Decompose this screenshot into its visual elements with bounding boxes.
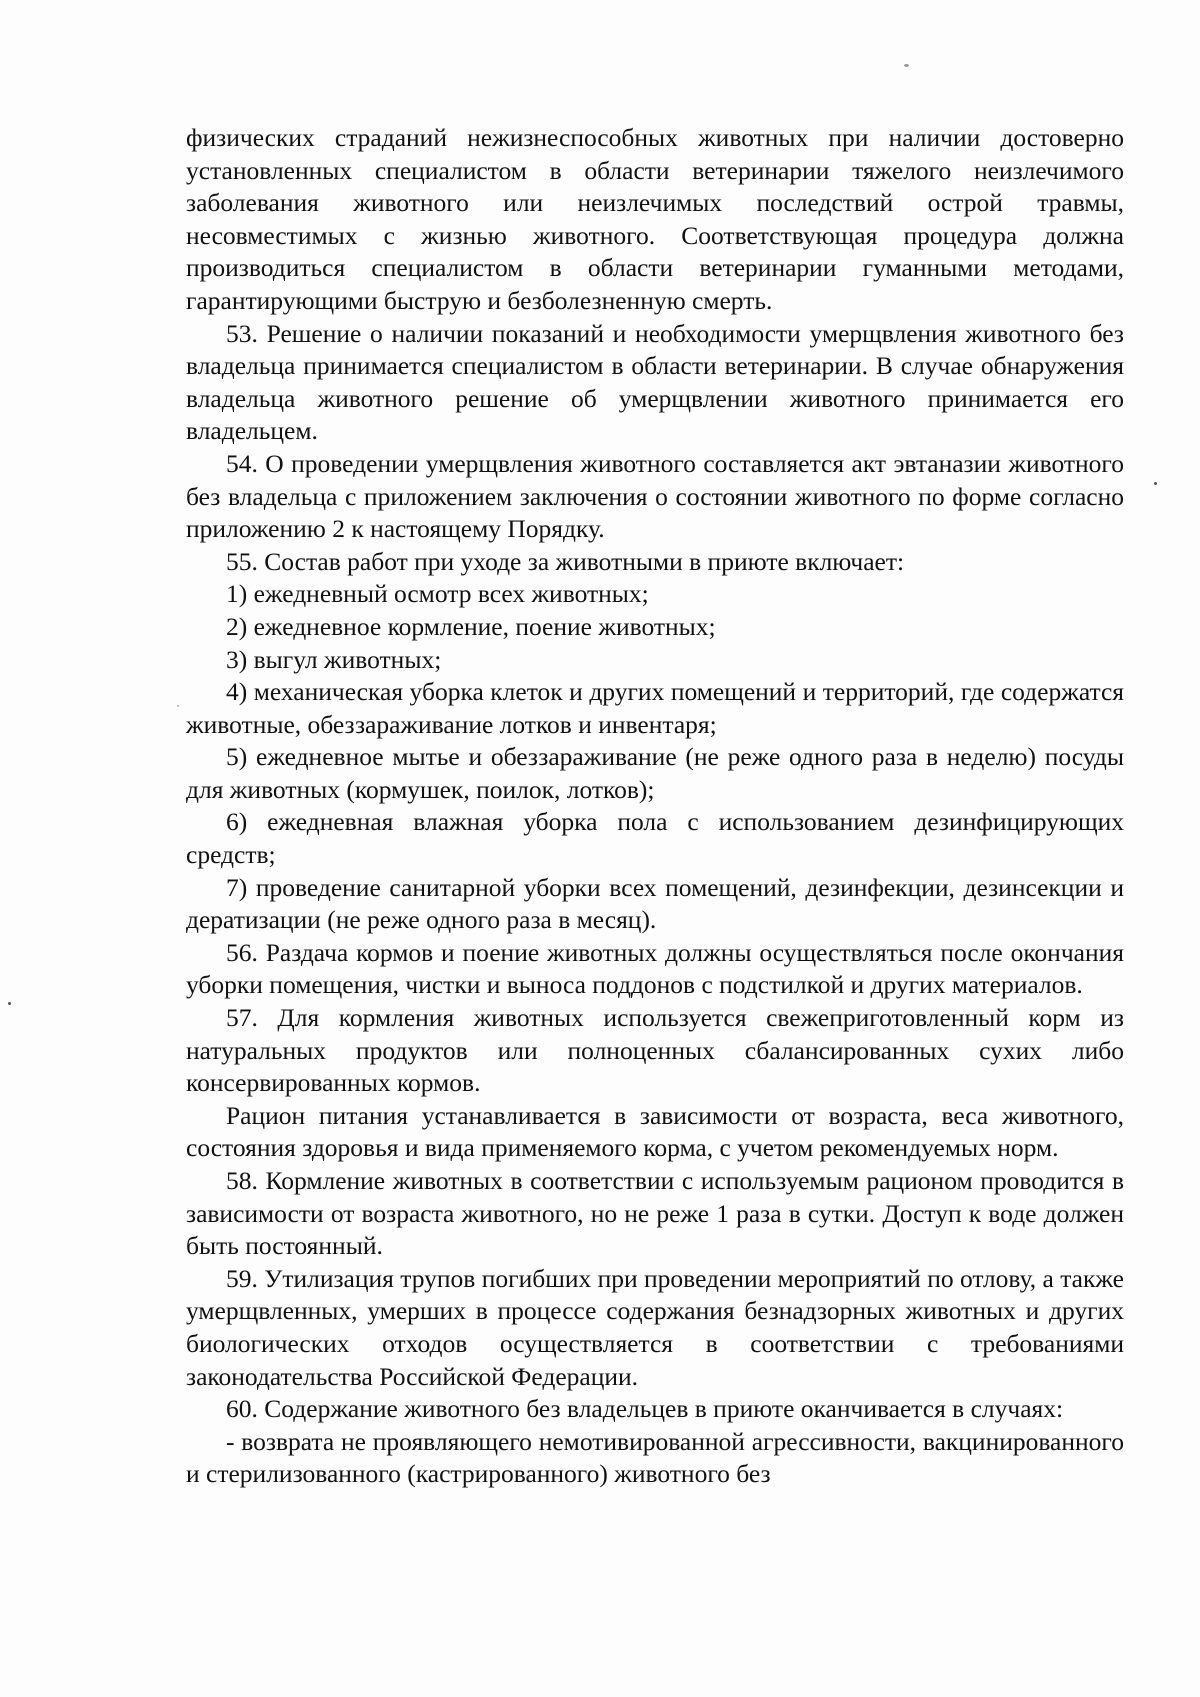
- scan-speck: [8, 1002, 11, 1005]
- paragraph-58: 58. Кормление животных в соответствии с используемым рационом проводится в зависимости от возраста животного, но не реже 1 раза в сутки. Доступ к воде должен быть постоянный.: [186, 1166, 1124, 1261]
- list-item-55-1: 1) ежедневный осмотр всех животных;: [226, 579, 649, 609]
- paragraph-57-ration: Рацион питания устанавливается в зависимости от возраста, веса животного, состояния здоровья и вида применяемого корма, с учетом рекомендуемых норм.: [186, 1100, 1124, 1163]
- list-item-55-6: 6) ежедневная влажная уборка пола с использованием дезинфицирующих средств;: [186, 807, 1124, 870]
- paragraph-59: 59. Утилизация трупов погибших при проведении мероприятий по отлову, а также умерщвленных, умерших в процессе содержания безнадзорных животных и других биологических отходов осуществляется в соответствии с требованиями законодательства Российской Федерации.: [186, 1263, 1124, 1391]
- paragraph-55: 55. Состав работ при уходе за животными в приюте включает:: [226, 546, 905, 576]
- paragraph-60: 60. Содержание животного без владельцев в приюте оканчивается в случаях:: [226, 1394, 1064, 1424]
- document-page: [186, 122, 1124, 1491]
- scan-speck: [177, 705, 179, 707]
- paragraph-54: 54. О проведении умерщвления животного составляется акт эвтаназии животного без владельца с приложением заключения о состоянии животного по форме согласно приложению 2 к настоящему Порядку.: [186, 448, 1124, 544]
- list-item-60-1: - возврата не проявляющего немотивированной агрессивности, вакцинированного и стерилизованного (кастрированного) животного без: [186, 1426, 1124, 1489]
- list-item-55-2: 2) ежедневное кормление, поение животных;: [226, 611, 716, 641]
- scan-speck: [1154, 482, 1157, 485]
- paragraph-57: 57. Для кормления животных используется свежеприготовленный корм из натуральных продуктов или полноценных сбалансированных сухих либо консервированных кормов.: [186, 1003, 1124, 1098]
- paragraph-53: 53. Решение о наличии показаний и необходимости умерщвления животного без владельца принимается специалистом в области ветеринарии. В случае обнаружения владельца животного решение об умерщвлении животного принимается его владельцем.: [186, 318, 1124, 446]
- list-item-55-3: 3) выгул животных;: [226, 644, 442, 674]
- paragraph-continuation: физических страданий нежизнеспособных животных при наличии достоверно установленных специалистом в области ветеринарии тяжелого неизлечимого заболевания животного или неизлечимых последствий острой травмы, несовместимых с жизнью животного. Соответствующая процедура должна производиться специалистом в области ветеринарии гуманными методами, гарантирующими быструю и безболезненную смерть.: [186, 123, 1124, 315]
- scan-speck: [904, 64, 909, 67]
- paragraph-56: 56. Раздача кормов и поение животных должны осуществляться после окончания уборки помещения, чистки и выноса поддонов с подстилкой и других материалов.: [186, 937, 1124, 1000]
- list-item-55-7: 7) проведение санитарной уборки всех помещений, дезинфекции, дезинсекции и дератизации (не реже одного раза в месяц).: [186, 872, 1124, 935]
- list-item-55-4: 4) механическая уборка клеток и других помещений и территорий, где содержатся животные, обеззараживание лотков и инвентаря;: [186, 677, 1124, 739]
- list-item-55-5: 5) ежедневное мытье и обеззараживание (не реже одного раза в неделю) посуды для животных (кормушек, поилок, лотков);: [186, 742, 1124, 804]
